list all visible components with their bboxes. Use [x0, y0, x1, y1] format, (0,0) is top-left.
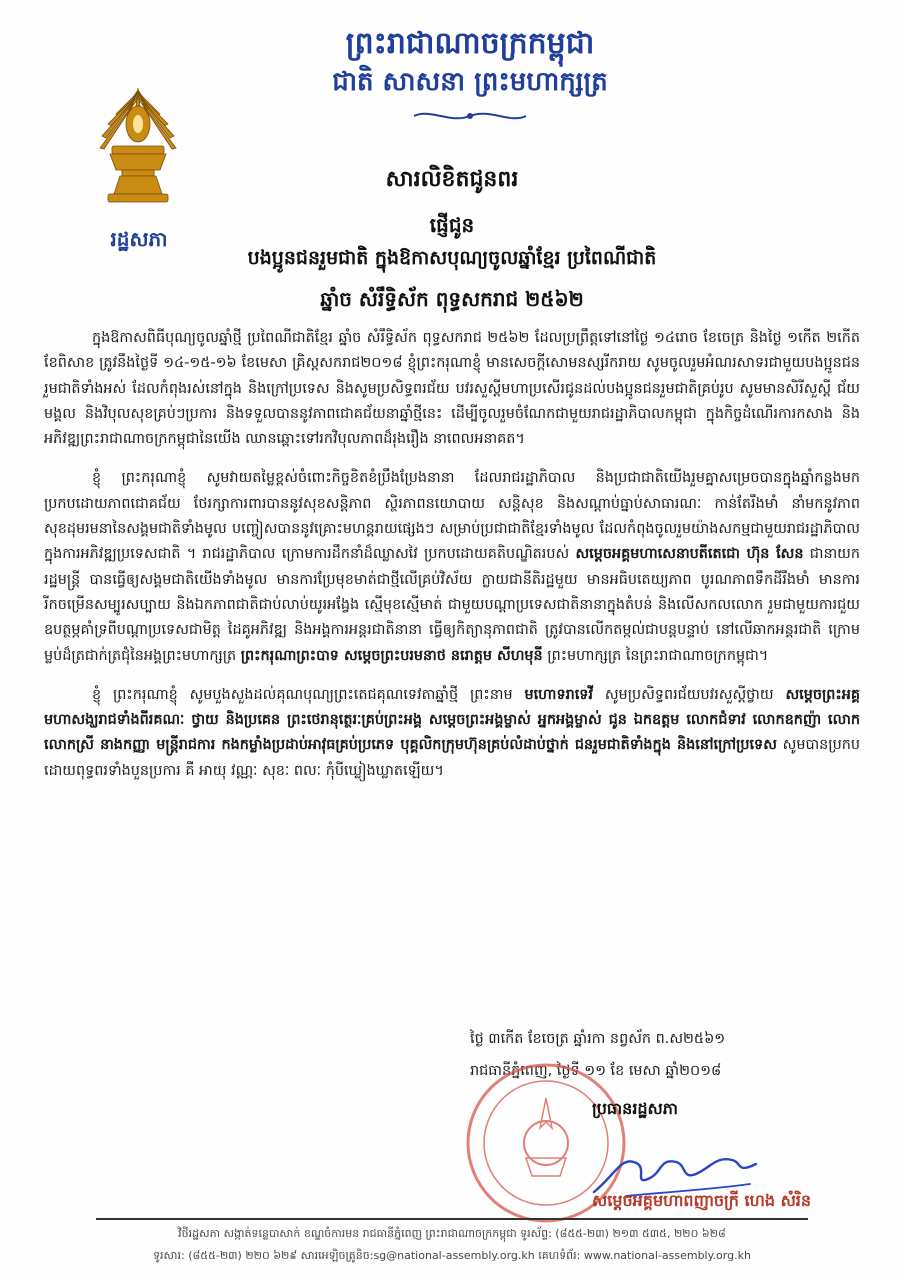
new-year-deity: មហោទរាទេវី: [524, 686, 593, 703]
paragraph-3-text-a: ខ្ញុំ ព្រះករុណាខ្ញុំ សូមបួងសួងដល់គុណបុណ្យព្រះតេជគុណទេវតាឆ្នាំថ្មី ព្រះនាម: [92, 686, 513, 703]
signer-name: សម្តេចអគ្គមហាពញាចក្រី ហេង សំរិន: [592, 1191, 812, 1210]
year-line: ឆ្នាំច សំរឹទ្ធិស័ក ពុទ្ធសករាជ ២៥៦២: [320, 287, 584, 311]
king-name: ព្រះករុណាព្រះបាទ សម្តេចព្រះបរមនាថ នរោត្តម សីហមុនី: [240, 647, 543, 664]
national-motto: ជាតិ សាសនា ព្រះមហាក្សត្រ: [332, 67, 608, 97]
emblem-caption: រដ្ឋសភា: [110, 227, 168, 251]
footer-contact: ទូរសារ: (៨៥៥-២៣) ២២០ ៦២៩ សារអេឡិចត្រូនិច:sg@national-assembly.org.kh គេហទំព័រ: www.national-assembly.org.kh: [153, 1249, 751, 1262]
paragraph-2-text-b: ជានាយករដ្ឋមន្ត្រី បានធ្វើឲ្យសង្គមជាតិយើងទាំងមូល មានការប្រែមុខមាត់ជាថ្មីលើគ្រប់វិស័យ ក្លាយជានីតិរដ្ឋមួយ មានអធិបតេយ្យភាព បូរណភាពទឹកដីរឹងមាំ មានការរីកចម្រើនសម្បូរសប្បាយ និងឯកភាពជាតិជាប់លាប់យូរអង្វែង ស្មើមុខស្មើមាត់ ជាមួយបណ្តាប្រទេសជាតិនានាក្នុងតំបន់ និងលើសកលលោក រួមជាមួយការជួយឧបត្ថម្ភគាំទ្រពីបណ្តាប្រទេសជាមិត្ត ដៃគូអភិវឌ្ឍ និងអង្គការអន្តរជាតិនានា ធ្វើឲ្យកិត្យានុភាពជាតិ ត្រូវបានលើកតម្កល់ជាបន្តបន្ទាប់ នៅលើឆាកអន្តរជាតិ ក្រោមម្លប់ដ៏ត្រជាក់ត្រជុំនៃអង្គព្រះមហាក្សត្រ: [44, 546, 860, 664]
ornament-divider-icon: [410, 108, 530, 124]
paragraph-3-text-c: សូមបានប្រកបដោយពុទ្ធពរទាំងបួនប្រការ គឺ អាយុ វណ្ណៈ សុខៈ ពលៈ កុំបីឃ្លៀងឃ្លាតឡើយ។: [44, 737, 860, 779]
footer-address: វិថីរដ្ឋសភា សង្កាត់ទន្លេបាសាក់ ខណ្ឌចំការមន រាជធានីភ្នំពេញ ព្រះរាជាណាចក្រកម្ពុជា ទូរស័ព្ទ: (៨៥៥-២៣) ២១៣ ៥៣៥, ២២០ ៦២៨: [178, 1227, 726, 1240]
kingdom-heading: ព្រះរាជាណាចក្រកម្ពុជា: [345, 26, 595, 61]
addressed-to: ផ្ញើជូន: [429, 213, 475, 237]
place-and-date: រាជធានីភ្នំពេញ, ថ្ងៃទី ១១ ខែ មេសា ឆ្នាំ២០១៨: [470, 1063, 722, 1079]
footer-divider: [96, 1218, 808, 1220]
document-type-title: សារលិខិតជូនពរ: [385, 166, 519, 192]
prime-minister-name: សម្តេចអគ្គមហាសេនាបតីតេជោ ហ៊ុន សែន: [575, 546, 804, 563]
signer-title: ប្រធានរដ្ឋសភា: [592, 1099, 679, 1118]
paragraph-2-text-c: ព្រះមហាក្សត្រ នៃព្រះរាជាណាចក្រកម្ពុជា។: [547, 647, 769, 664]
paragraph-2: [44, 466, 860, 668]
lunar-date: ថ្ងៃ ៣កើត ខែចេត្រ ឆ្នាំរកា នព្វស័ក ព.ស២៥៦១: [470, 1031, 726, 1047]
paragraph-3-text-b: សូមប្រសិទ្ធពរជ័យបវរសួស្តីថ្វាយ: [604, 686, 774, 703]
paragraph-3: [44, 683, 860, 784]
paragraph-3-recipients: សម្តេចព្រះអគ្គមហាសង្ឃរាជទាំងពីរគណៈ ថ្វាយ និងប្រគេន ព្រះថេរានុត្ថេរៈគ្រប់ព្រះអង្គ សម្តេចព្រះអង្គម្ចាស់ អ្នកអង្គម្ចាស់ ជូន ឯកឧត្តម លោកជំទាវ លោកឧកញ៉ា លោក លោកស្រី នាងកញ្ញា មន្ត្រីរាជការ កងកម្លាំងប្រដាប់អាវុធគ្រប់ប្រភេទ បុគ្គលិកក្រុមហ៊ុនគ្រប់លំដាប់ថ្នាក់ ជនរួមជាតិទាំងក្នុង និងនៅក្រៅប្រទេស: [44, 686, 861, 754]
paragraph-2-text-a: ខ្ញុំ ព្រះករុណាខ្ញុំ សូមវាយតម្លៃខ្ពស់ចំពោះកិច្ចខិតខំប្រឹងប្រែងនានា ដែលរាជរដ្ឋាភិបាល និងប្រជាជាតិយើងរួមគ្នាសម្រេចបានក្នុងឆ្នាំកន្លងមក ប្រកបដោយភាពជោគជ័យ ថែរក្សាការពារបាននូវសុខសន្តិភាព ស្ថិរភាពនយោបាយ សន្តិសុខ និងសណ្តាប់ធ្នាប់សាធារណៈ កាន់តែរឹងមាំ នាំមកនូវភាពសុខដុមរមនានៃសង្គមជាតិទាំងមូល បញ្ចៀសបាននូវគ្រោះមហន្តរាយផ្សេងៗ សម្រាប់ប្រជាជាតិខ្មែរទាំងមូល ដែលកំពុងចូលរួមយ៉ាងសកម្មជាមួយរាជរដ្ឋាភិបាល ក្នុងការអភិវឌ្ឍប្រទេសជាតិ ។ រាជរដ្ឋាភិបាល ក្រោមការដឹកនាំដ៏ឈ្លាសវៃ ប្រកបដោយគតិបណ្ឌិតរបស់: [44, 470, 860, 563]
letter-title: បងប្អូនជនរួមជាតិ ក្នុងឱកាសបុណ្យចូលឆ្នាំខ្មែរ ប្រពៃណីជាតិ: [247, 247, 657, 269]
paragraph-1: ក្នុងឱកាសពិធីបុណ្យចូលឆ្នាំថ្មី ប្រពៃណីជាតិខ្មែរ ឆ្នាំច សំរឹទ្ធិស័ក ពុទ្ធសករាជ ២៥៦២ ដែលប្រព្រឹត្តទៅនៅថ្ងៃ ១៤រោច ខែចេត្រ និងថ្ងៃ ១កើត ២កើត ខែពិសាខ ត្រូវនឹងថ្ងៃទី ១៤-១៥-១៦ ខែមេសា គ្រិស្តសករាជ២០១៨ ខ្ញុំព្រះករុណាខ្ញុំ មានសេចក្តីសោមនស្សរីករាយ សូមចូលរួមអំណរសាទរជាមួយបងប្អូនជនរួមជាតិទាំងអស់ ដែលកំពុងរស់នៅក្នុង និងក្រៅប្រទេស និងសូមប្រសិទ្ធពរជ័យ បវរសួស្តីមហាប្រសើរជូនដល់បងប្អូនជនរួមជាតិគ្រប់រូប សូមមានសិរីសួស្តី ជ័យមង្គល និងវិបុលសុខគ្រប់ៗប្រការ និងទទួលបាននូវភាពជោគជ័យនាឆ្នាំថ្មីនេះ ដើម្បីចូលរួមចំណែកជាមួយរាជរដ្ឋាភិបាលកម្ពុជា ក្នុងកិច្ចដំណើរការកសាង និងអភិវឌ្ឍព្រះរាជាណាចក្រកម្ពុជានៃយើង ឈានឆ្ពោះទៅរកវិបុលភាពដ៏រុងរឿង នាពេលអនាគត។: [44, 330, 860, 448]
letter-body: [44, 326, 860, 798]
